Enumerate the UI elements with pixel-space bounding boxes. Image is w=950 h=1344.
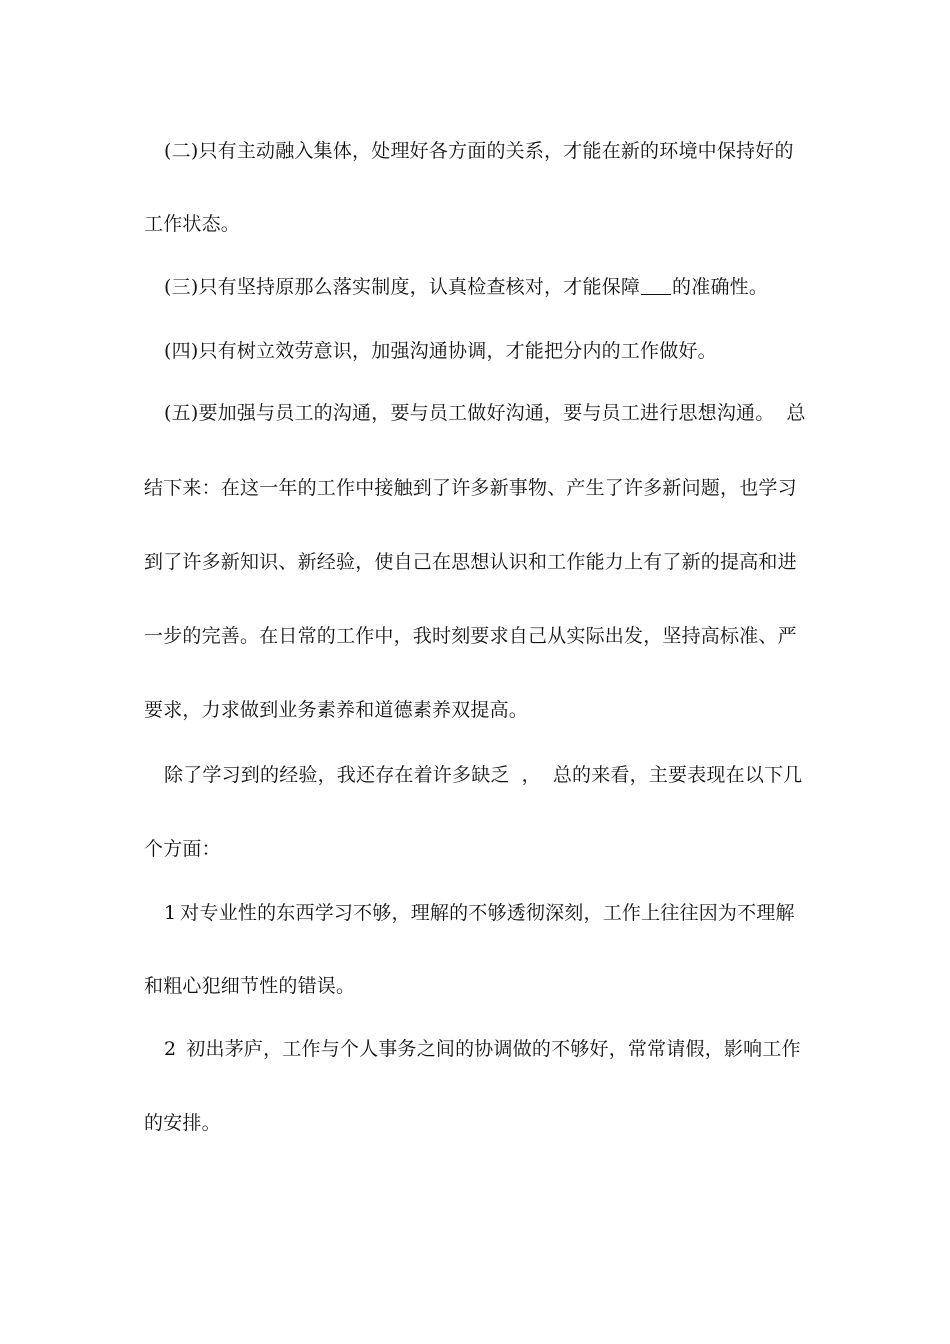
- list-item-2-line-1: [164, 1036, 834, 1062]
- paragraph-2-line-2: [144, 211, 814, 237]
- paragraph-2-line-1: [164, 138, 834, 164]
- summary-line-3: [144, 623, 814, 649]
- fill-in-blank: [641, 276, 671, 295]
- shortcomings-text: 除了学习到的经验，我还存在着许多缺乏: [164, 764, 510, 786]
- summary-text: 一步的完善。在日常的工作中，我时刻要求自己从实际出发，坚持高标准、严: [144, 625, 797, 647]
- list-item-text: 的安排。: [144, 1112, 221, 1134]
- list-item-number: 2: [164, 1038, 177, 1060]
- paragraph-3: [164, 274, 834, 300]
- summary-line-4: [144, 697, 814, 723]
- summary-line-1: [144, 475, 814, 501]
- paragraph-text: 只有树立效劳意识，加强沟通协调，才能把分内的工作做好。: [198, 340, 717, 362]
- paragraph-text: 工作状态。: [144, 213, 241, 235]
- paragraph-5: [164, 400, 824, 426]
- list-item-text: 对专业性的东西学习不够，理解的不够透彻深刻，工作上往往因为不理解: [180, 902, 795, 924]
- list-item-1-line-2: [144, 973, 814, 999]
- summary-line-2: [144, 549, 814, 575]
- summary-text: 到了许多新知识、新经验，使自己在思想认识和工作能力上有了新的提高和进: [144, 551, 797, 573]
- summary-text: 要求，力求做到业务素养和道德素养双提高。: [144, 699, 529, 721]
- list-item-1-line-1: [164, 900, 834, 926]
- shortcomings-text: 总的来看，主要表现在以下几: [552, 764, 803, 786]
- paragraph-4: [164, 338, 834, 364]
- paragraph-marker: (四): [164, 340, 199, 362]
- shortcomings-line-2: [144, 836, 814, 862]
- shortcomings-text: 个方面：: [144, 838, 221, 860]
- paragraph-text: 只有主动融入集体，处理好各方面的关系，才能在新的环境中保持好的: [198, 140, 794, 162]
- list-item-text: 初出茅庐，工作与个人事务之间的协调做的不够好，常常请假，影响工作: [186, 1038, 801, 1060]
- shortcomings-comma: ，: [521, 764, 541, 786]
- summary-text: 结下来：在这一年的工作中接触到了许多新事物、产生了许多新问题，也学习: [144, 477, 797, 499]
- paragraph-text: 要加强与员工的沟通，要与员工做好沟通，要与员工进行思想沟通。: [198, 402, 775, 424]
- paragraph-text: 的准确性。: [672, 276, 769, 298]
- paragraph-marker: (二): [164, 140, 199, 162]
- paragraph-text-tail: 总: [786, 402, 806, 424]
- paragraph-marker: (五): [164, 402, 199, 424]
- paragraph-text: 只有坚持原那么落实制度，认真检查核对，才能保障: [198, 276, 641, 298]
- list-item-text: 和粗心犯细节性的错误。: [144, 975, 356, 997]
- list-item-2-line-2: [144, 1110, 814, 1136]
- list-item-number: 1: [164, 902, 177, 924]
- paragraph-marker: (三): [164, 276, 199, 298]
- shortcomings-line-1: [164, 762, 834, 788]
